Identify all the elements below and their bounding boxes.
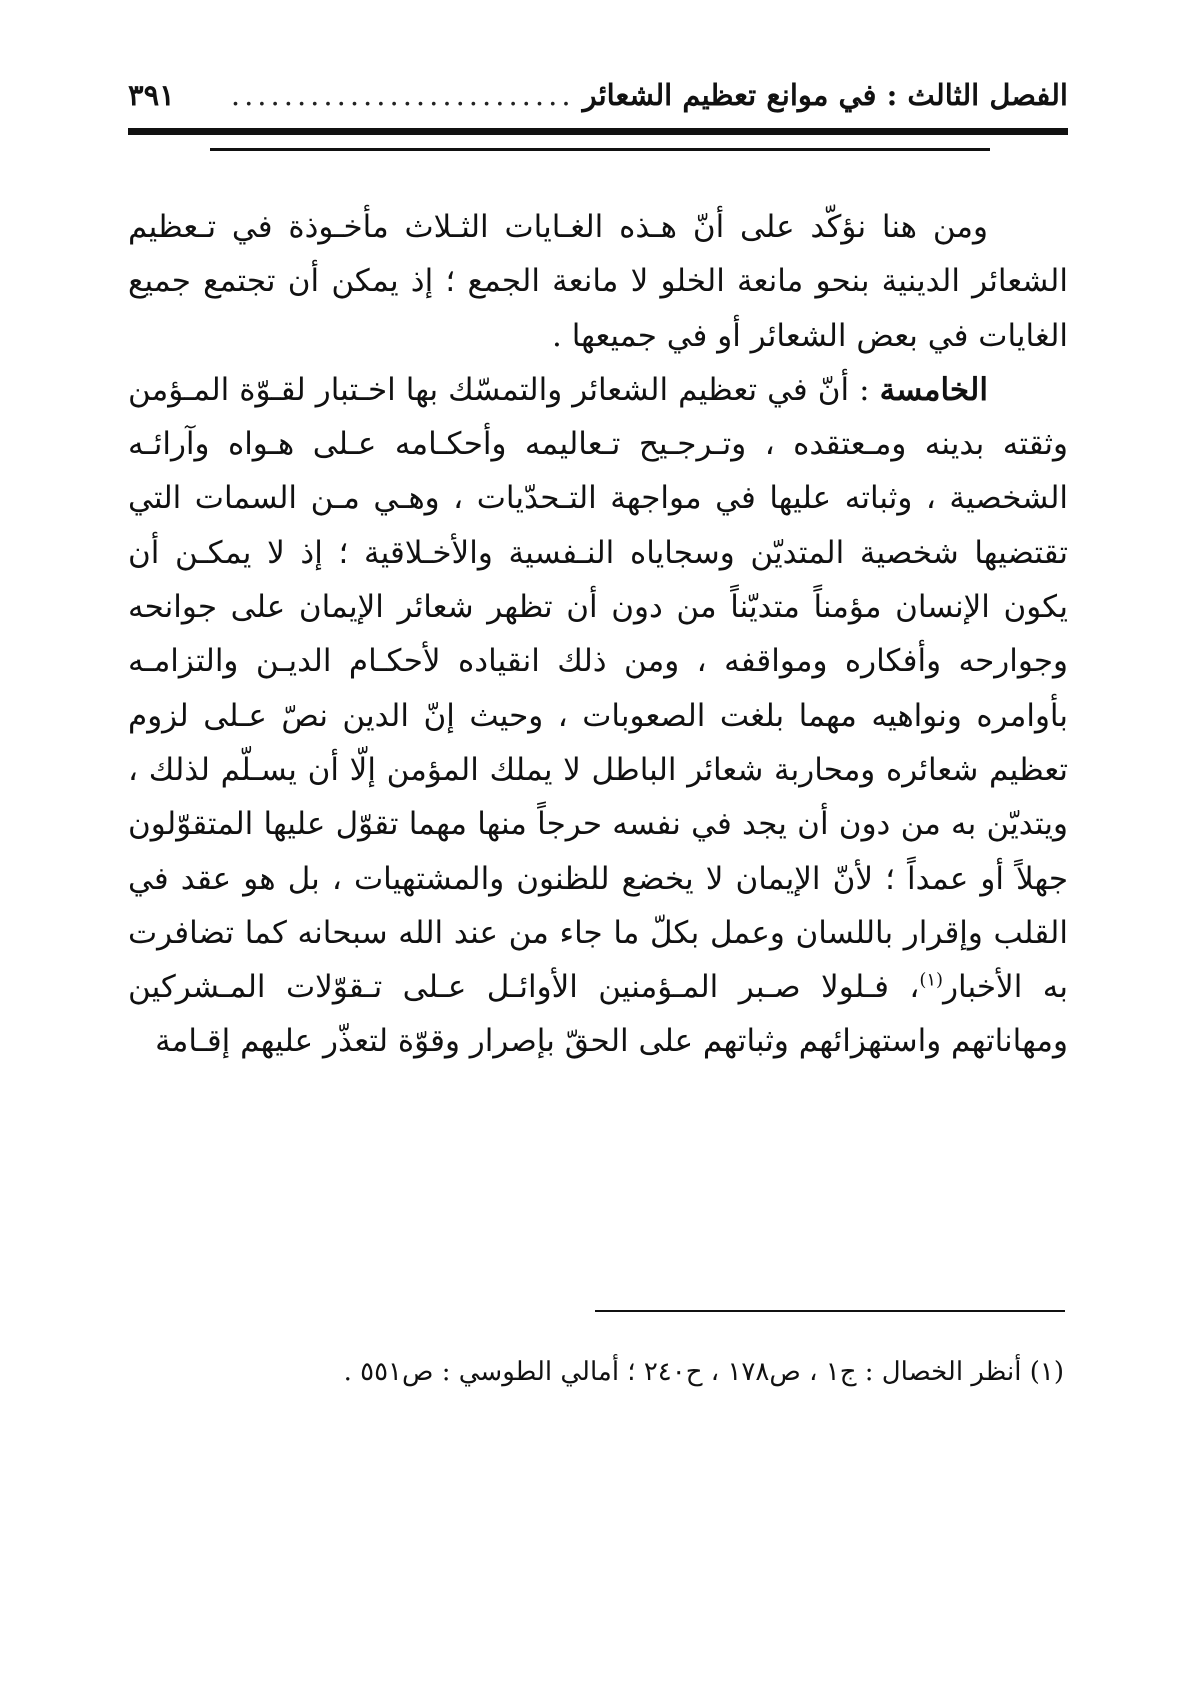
footnote-separator — [595, 1310, 1065, 1312]
paragraph-2 — [128, 363, 1068, 1069]
paragraph-2-text: : أنّ في تعظيم الشعائر والتمسّك بها اخـتبار لقـوّة المـؤمن وثقته بدينه ومـعتقده ، وتـرجـيح تـعاليمه وأحكـامه عـلى هـواه وآرائـه الشخصية ، وثباته عليها في مواجهة التـحدّيات ، وهـي مـن السمات التي تقتضيها شخصية المتديّن وسجاياه النـفسية والأخـلاقية ؛ إذ لا يمكـن أن يكون الإنسان مؤمناً متديّناً من دون أن تظهر شعائر الإيمان على جوانحه وجوارحه وأفكاره ومواقفه ، ومن ذلك انقياده لأحكـام الديـن والتزامـه بأوامره ونواهيه مهما بلغت الصعوبات ، وحيث إنّ الدين نصّ عـلى لزوم تعظيم شعائره ومحاربة شعائر الباطل لا يملك المؤمن إلّا أن يسـلّم لذلك ، ويتديّن به من دون أن يجد في نفسه حرجاً منها مهما تقوّل عليها المتقوّلون جهلاً أو عمداً ؛ لأنّ الإيمان لا يخضع للظنون والمشتهيات ، بل هو عقد في القلب وإقرار باللسان وعمل بكلّ ما جاء من عند الله سبحانه كما تضافرت به الأخبار — [128, 371, 1068, 1006]
footnote — [344, 1352, 1064, 1392]
chapter-title: الفصل الثالث : في موانع تعظيم الشعائر — [582, 78, 1068, 112]
footnote-reference[interactable]: (١) — [919, 969, 944, 991]
paragraph-2-lead-word: الخامسة — [879, 371, 988, 408]
header-rule-thick — [128, 128, 1068, 135]
paragraph-2-tail: ، فـلولا صـبر المـؤمنين الأوائـل عـلى تـقوّلات المـشركين ومهاناتهم واستهزائهم وثباتهم على الحقّ بإصرار وقوّة لتعذّر عليهم إقـامة — [128, 969, 1068, 1060]
footnote-text: (١) أنظر الخصال : ج١ ، ص١٧٨ ، ح٢٤٠ ؛ أمالي الطوسي : ص٥٥١ . — [343, 1357, 1064, 1387]
header-rule-thin — [210, 148, 990, 151]
main-text — [128, 200, 1068, 1069]
paragraph-1-text: ومن هنا نؤكّد على أنّ هـذه الغـايات الثـلاث مأخـوذة في تـعظيم الشعائر الدينية بنحو مانعة الخلو لا مانعة الجمع ؛ إذ يمكن أن تجتمع جميع الغايات في بعض الشعائر أو في جميعها . — [128, 209, 1068, 354]
running-header — [128, 62, 1068, 112]
header-leader-dots: .......................... — [230, 78, 575, 112]
paragraph-1 — [128, 200, 1068, 363]
page-number: ٣٩١ — [128, 78, 175, 112]
